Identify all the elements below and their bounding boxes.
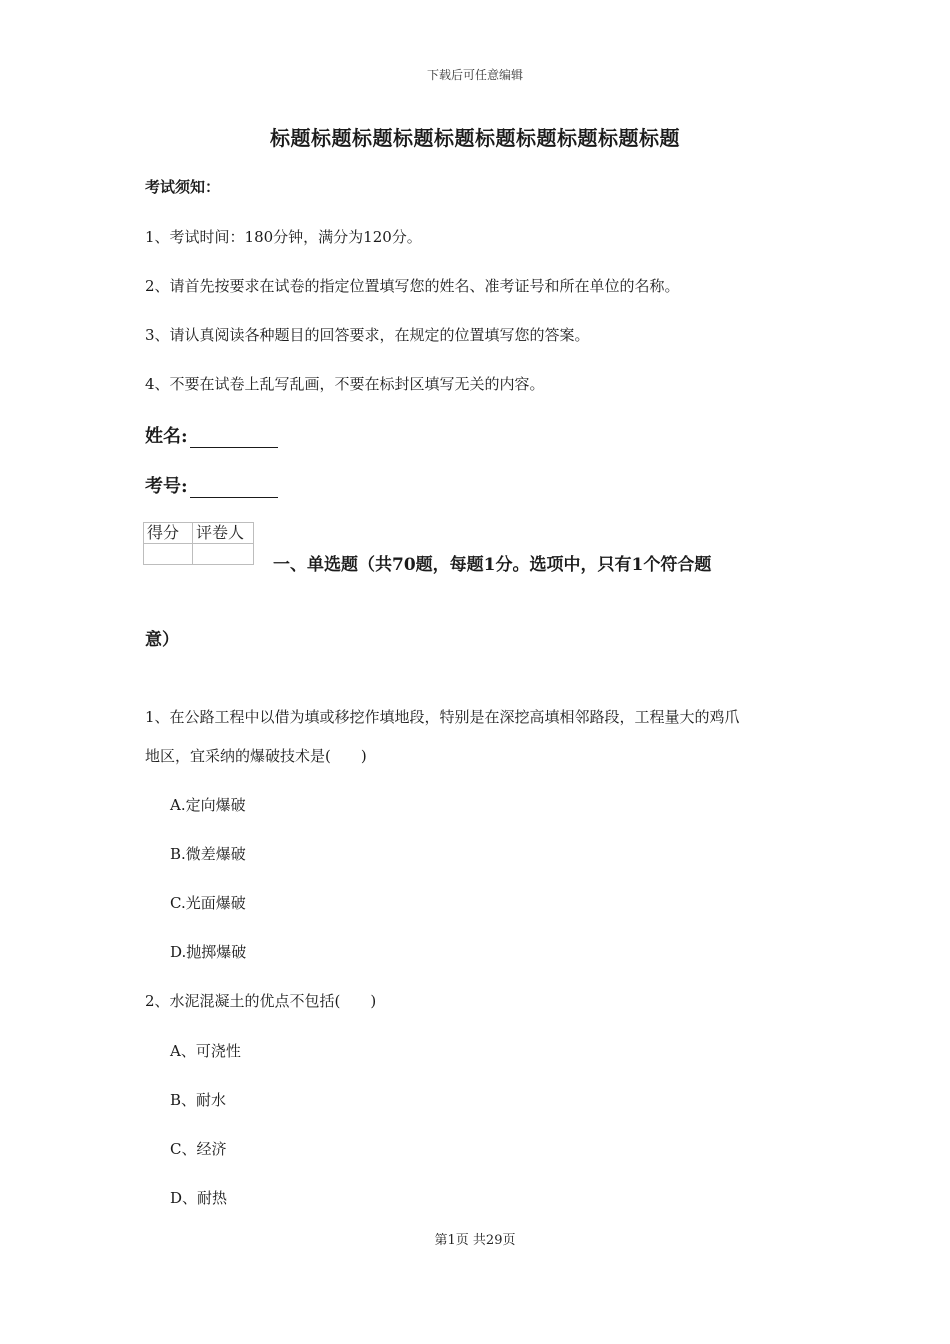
score-cell[interactable]	[144, 544, 193, 565]
name-label: 姓名:	[145, 426, 188, 447]
question-2-option-b: B、耐水	[170, 1091, 227, 1109]
score-header: 得分	[144, 523, 193, 544]
question-1-option-c: C.光面爆破	[170, 894, 246, 912]
name-blank[interactable]	[190, 429, 278, 448]
exam-id-blank[interactable]	[190, 479, 278, 498]
question-1-option-d: D.抛掷爆破	[170, 943, 247, 961]
grader-cell[interactable]	[193, 544, 254, 565]
question-2-text: 2、水泥混凝土的优点不包括( )	[145, 992, 377, 1010]
grader-header: 评卷人	[193, 523, 254, 544]
notice-item: 4、不要在试卷上乱写乱画，不要在标封区填写无关的内容。	[145, 375, 545, 393]
page-title: 标题标题标题标题标题标题标题标题标题标题	[270, 126, 680, 150]
question-2-option-a: A、可浇性	[170, 1042, 241, 1060]
exam-id-label: 考号:	[145, 476, 188, 497]
page-number: 第1页 共29页	[434, 1233, 516, 1248]
question-1-text: 1、在公路工程中以借为填或移挖作填地段，特别是在深挖高填相邻路段，工程量大的鸡爪	[145, 708, 740, 726]
question-1-option-b: B.微差爆破	[170, 845, 246, 863]
notice-item: 2、请首先按要求在试卷的指定位置填写您的姓名、准考证号和所在单位的名称。	[145, 277, 680, 295]
section-title: 一、单选题（共70题，每题1分。选项中，只有1个符合题	[273, 555, 712, 575]
question-2-option-d: D、耐热	[170, 1189, 228, 1207]
score-table	[143, 522, 254, 565]
section-title-continued: 意）	[145, 630, 179, 650]
name-field	[145, 422, 278, 448]
notice-heading: 考试须知：	[145, 178, 221, 196]
question-2-option-c: C、经济	[170, 1140, 227, 1158]
notice-item: 3、请认真阅读各种题目的回答要求，在规定的位置填写您的答案。	[145, 326, 590, 344]
question-1-text-continued: 地区，宜采纳的爆破技术是( )	[145, 747, 367, 765]
question-1-option-a: A.定向爆破	[170, 796, 246, 814]
notice-item: 1、考试时间：180分钟，满分为120分。	[145, 228, 422, 246]
exam-id-field	[145, 472, 278, 498]
header-note: 下载后可任意编辑	[426, 68, 523, 82]
